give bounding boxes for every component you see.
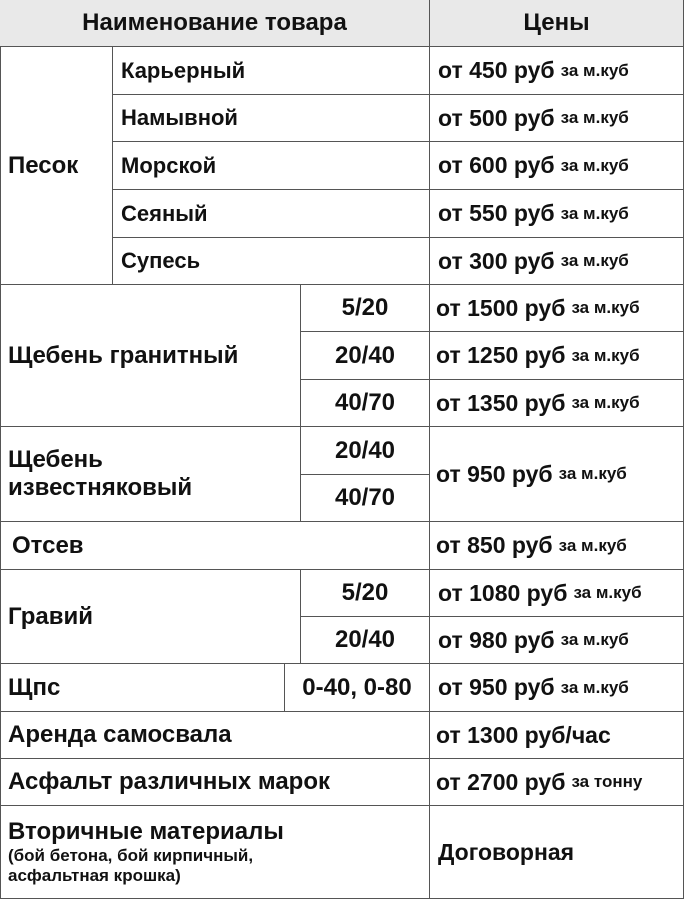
shps-size: 0-40, 0-80 [285, 664, 430, 712]
sand-type-2: Намывной [113, 95, 430, 142]
sand-price-3: от 600 руб за м.куб [430, 142, 684, 190]
limestone-size-1: 20/40 [301, 427, 430, 475]
screenings-name: Отсев [0, 522, 430, 570]
limestone-name [0, 427, 301, 522]
secondary-materials-name [0, 806, 430, 899]
sand-price-1: от 450 руб за м.куб [430, 47, 684, 95]
asphalt-name: Асфальт различных марок [0, 759, 430, 806]
secondary-materials-note-2: асфальтная крошка) [8, 866, 181, 885]
sand-type-5: Супесь [113, 238, 430, 285]
sand-type-3: Морской [113, 142, 430, 190]
asphalt-price: от 2700 руб за тонну [430, 759, 684, 806]
shps-name: Щпс [0, 664, 285, 712]
gravel-price-1: от 1080 руб за м.куб [430, 570, 684, 617]
gravel-name: Гравий [0, 570, 301, 664]
shps-price: от 950 руб за м.куб [430, 664, 684, 712]
granite-price-2: от 1250 руб за м.куб [430, 332, 684, 380]
limestone-price: от 950 руб за м.куб [430, 427, 684, 522]
granite-name: Щебень гранитный [0, 285, 301, 427]
screenings-price: от 850 руб за м.куб [430, 522, 684, 570]
secondary-materials-price: Договорная [430, 806, 684, 899]
sand-name: Песок [0, 47, 113, 285]
limestone-size-2: 40/70 [301, 475, 430, 522]
sand-price-2: от 500 руб за м.куб [430, 95, 684, 142]
header-price: Цены [430, 0, 684, 47]
sand-price-5: от 300 руб за м.куб [430, 238, 684, 285]
gravel-size-2: 20/40 [301, 617, 430, 664]
truck-rental-price: от 1300 руб/час [430, 712, 684, 759]
limestone-name-line1: Щебень [8, 446, 103, 473]
gravel-size-1: 5/20 [301, 570, 430, 617]
granite-size-2: 20/40 [301, 332, 430, 380]
sand-type-1: Карьерный [113, 47, 430, 95]
granite-price-1: от 1500 руб за м.куб [430, 285, 684, 332]
sand-type-4: Сеяный [113, 190, 430, 238]
granite-price-3: от 1350 руб за м.куб [430, 380, 684, 427]
limestone-name-line2: известняковый [8, 474, 193, 501]
granite-size-1: 5/20 [301, 285, 430, 332]
gravel-price-2: от 980 руб за м.куб [430, 617, 684, 664]
secondary-materials-title: Вторичные материалы [8, 818, 284, 845]
truck-rental-name: Аренда самосвала [0, 712, 430, 759]
secondary-materials-note-1: (бой бетона, бой кирпичный, [8, 846, 254, 865]
granite-size-3: 40/70 [301, 380, 430, 427]
header-name: Наименование товара [0, 0, 430, 47]
sand-price-4: от 550 руб за м.куб [430, 190, 684, 238]
